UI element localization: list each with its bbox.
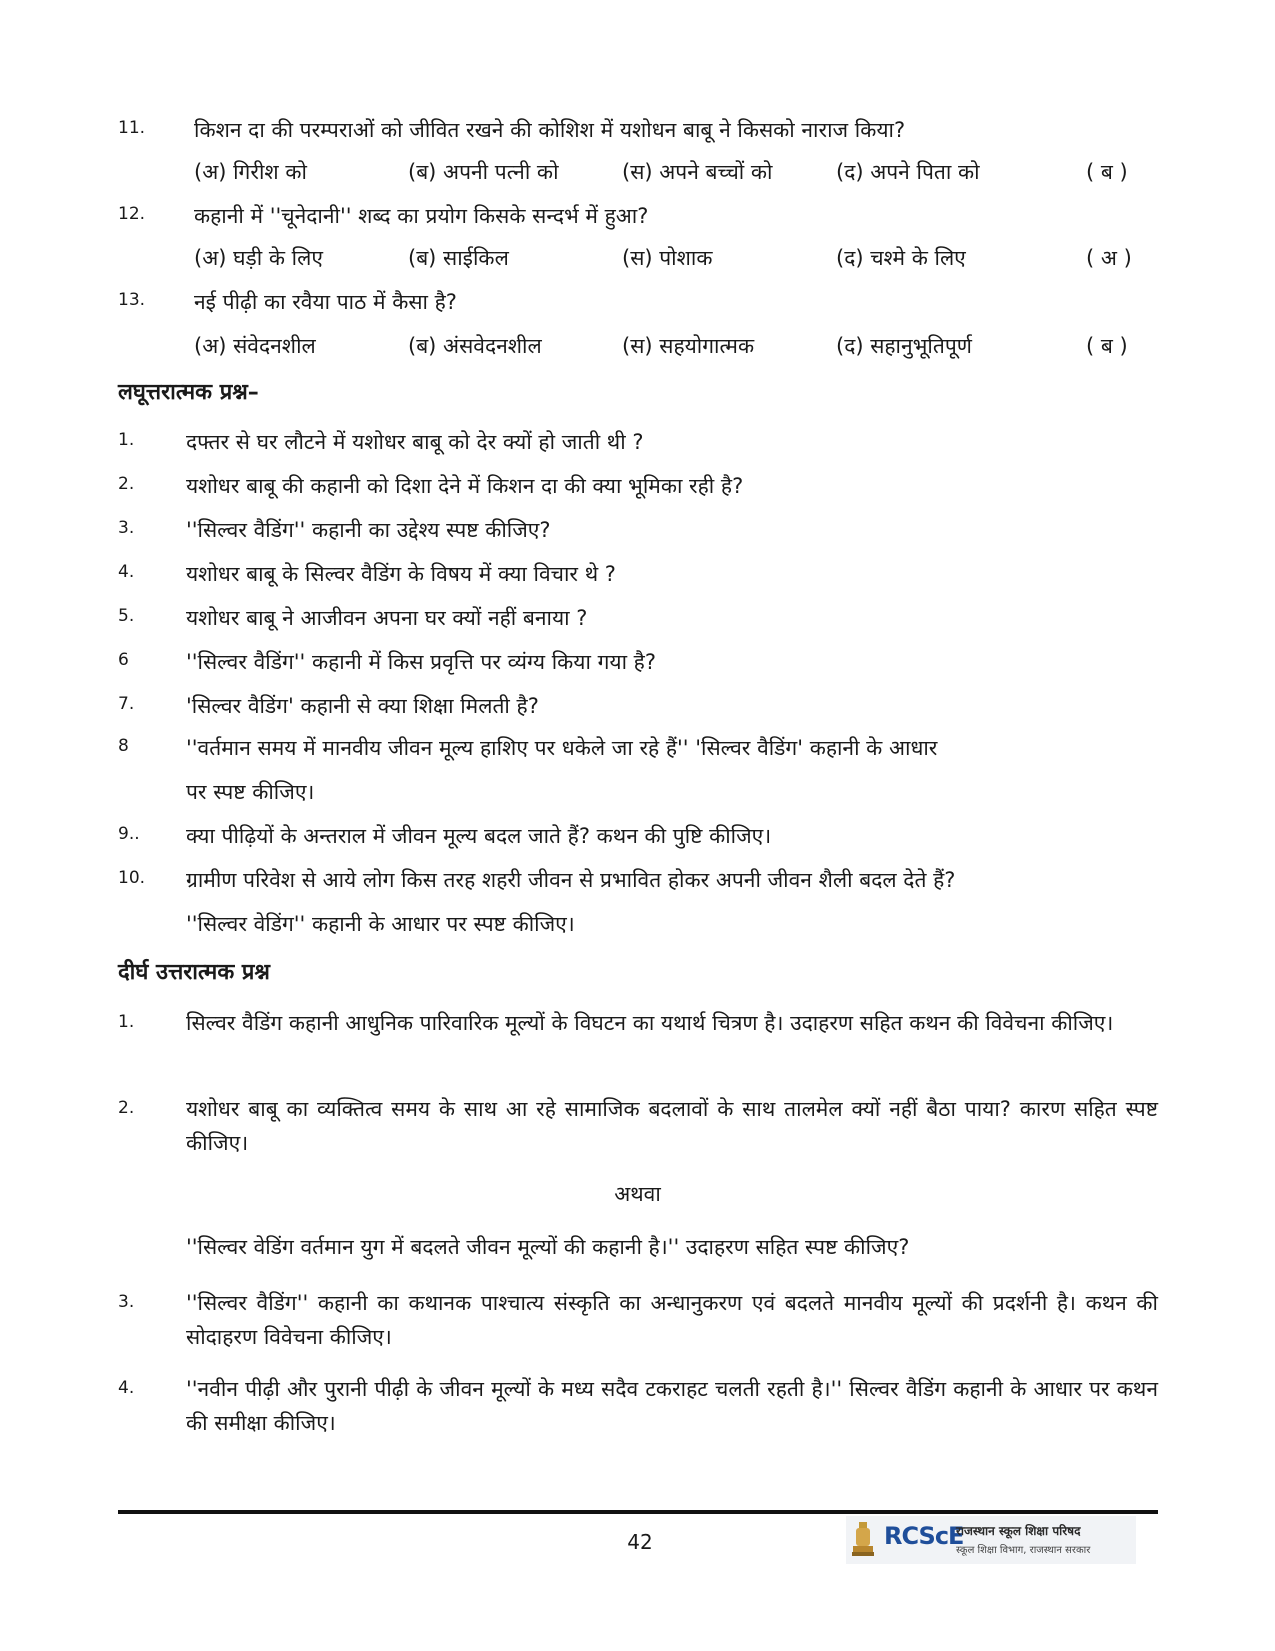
question-text-line2: ''सिल्वर वेडिंग'' कहानी के आधार पर स्पष्ट कीजिए। [186, 912, 575, 936]
question-number: 1. [118, 430, 135, 450]
question-text: ''सिल्वर वैडिंग'' कहानी का कथानक पाश्चात्य संस्कृति का अन्धानुकरण एवं बदलते मानवीय मूल्यों की प्रदर्शनी है। कथन की सोदाहरण विवेचना कीजिए। [186, 1291, 1158, 1349]
option-b: (ब) साईकिल [408, 246, 509, 270]
answer-key: ( ब ) [1086, 334, 1128, 358]
question-number: 2. [118, 1098, 135, 1118]
question-text: ''सिल्वर वैडिंग'' कहानी का उद्देश्य स्पष्ट कीजिए? [186, 518, 551, 542]
question-number: 3. [118, 518, 135, 538]
question-text: 'सिल्वर वैडिंग' कहानी से क्या शिक्षा मिलती है? [186, 694, 539, 718]
answer-key: ( अ ) [1086, 246, 1132, 270]
question-text: क्या पीढ़ियों के अन्तराल में जीवन मूल्य बदल जाते हैं? कथन की पुष्टि कीजिए। [186, 824, 772, 848]
section-heading-short: लघूत्तरात्मक प्रश्न– [118, 380, 259, 405]
org-subtitle: स्कूल शिक्षा विभाग, राजस्थान सरकार [956, 1545, 1091, 1556]
question-number: 1. [118, 1012, 135, 1032]
question-text: ''वर्तमान समय में मानवीय जीवन मूल्य हाशिए पर धकेले जा रहे हैं'' 'सिल्वर वैडिंग' कहानी के आधार [186, 736, 938, 760]
question-text: कहानी में ''चूनेदानी'' शब्द का प्रयोग किसके सन्दर्भ में हुआ? [194, 204, 649, 228]
question-text: ''सिल्वर वेडिंग वर्तमान युग में बदलते जीवन मूल्यों की कहानी है।'' उदाहरण सहित स्पष्ट कीजिए? [186, 1235, 910, 1259]
rcse-logo [846, 1516, 1136, 1564]
question-text: किशन दा की परम्पराओं को जीवित रखने की कोशिश में यशोधन बाबू ने किसको नाराज किया? [194, 118, 906, 142]
question-number: 11. [118, 118, 146, 138]
question-number: 12. [118, 204, 146, 224]
question-number: 3. [118, 1292, 135, 1312]
option-a: (अ) संवेदनशील [194, 334, 316, 358]
option-a: (अ) गिरीश को [194, 160, 307, 184]
section-heading-long: दीर्घ उत्तरात्मक प्रश्न [118, 960, 270, 985]
question-text: ''नवीन पीढ़ी और पुरानी पीढ़ी के जीवन मूल्यों के मध्य सदैव टकराहट चलती रहती है।'' सिल्वर वैडिंग कहानी के आधार पर कथन की समीक्षा कीजिए। [186, 1377, 1158, 1435]
question-number: 4. [118, 562, 135, 582]
question-text: ग्रामीण परिवेश से आये लोग किस तरह शहरी जीवन से प्रभावित होकर अपनी जीवन शैली बदल देते हैं? [186, 868, 956, 892]
option-d: (द) चश्मे के लिए [836, 246, 966, 270]
question-text: ''सिल्वर वैडिंग'' कहानी में किस प्रवृत्ति पर व्यंग्य किया गया है? [186, 650, 656, 674]
question-text: यशोधर बाबू के सिल्वर वैडिंग के विषय में क्या विचार थे ? [186, 562, 616, 586]
question-text: यशोधर बाबू ने आजीवन अपना घर क्यों नहीं बनाया ? [186, 606, 588, 630]
question-number: 9.. [118, 824, 140, 844]
footer-rule [118, 1510, 1158, 1514]
option-d: (द) अपने पिता को [836, 160, 980, 184]
question-text: नई पीढ़ी का रवैया पाठ में कैसा है? [194, 290, 457, 314]
question-text: सिल्वर वैडिंग कहानी आधुनिक पारिवारिक मूल्यों के विघटन का यथार्थ चित्रण है। उदाहरण सहित कथन की विवेचना कीजिए। [186, 1011, 1114, 1035]
option-b: (ब) अंसवेदनशील [408, 334, 542, 358]
emblem-icon [850, 1520, 876, 1560]
question-text: यशोधर बाबू का व्यक्तित्व समय के साथ आ रहे सामाजिक बदलावों के साथ तालमेल क्यों नहीं बैठा पाया? कारण सहित स्पष्ट कीजिए। [186, 1097, 1158, 1155]
option-c: (स) सहयोगात्मक [622, 334, 755, 358]
question-number: 4. [118, 1378, 135, 1398]
question-number: 7. [118, 694, 135, 714]
question-text: यशोधर बाबू की कहानी को दिशा देने में किशन दा की क्या भूमिका रही है? [186, 474, 744, 498]
question-number: 2. [118, 474, 135, 494]
option-c: (स) अपने बच्चों को [622, 160, 773, 184]
question-text: दफ्तर से घर लौटने में यशोधर बाबू को देर क्यों हो जाती थी ? [186, 430, 644, 454]
option-b: (ब) अपनी पत्नी को [408, 160, 559, 184]
question-number: 5. [118, 606, 135, 626]
org-name: राजस्थान स्कूल शिक्षा परिषद [956, 1524, 1081, 1538]
option-c: (स) पोशाक [622, 246, 713, 270]
logo-text: RCScE [884, 1522, 964, 1550]
question-number: 8 [118, 736, 129, 756]
option-d: (द) सहानुभूतिपूर्ण [836, 334, 972, 358]
option-a: (अ) घड़ी के लिए [194, 246, 323, 270]
question-number: 13. [118, 290, 146, 310]
question-number: 6 [118, 650, 129, 670]
question-number: 10. [118, 868, 146, 888]
question-text-line2: पर स्पष्ट कीजिए। [186, 780, 315, 804]
or-separator: अथवा [614, 1182, 661, 1206]
answer-key: ( ब ) [1086, 160, 1128, 184]
page-number: 42 [627, 1530, 653, 1554]
